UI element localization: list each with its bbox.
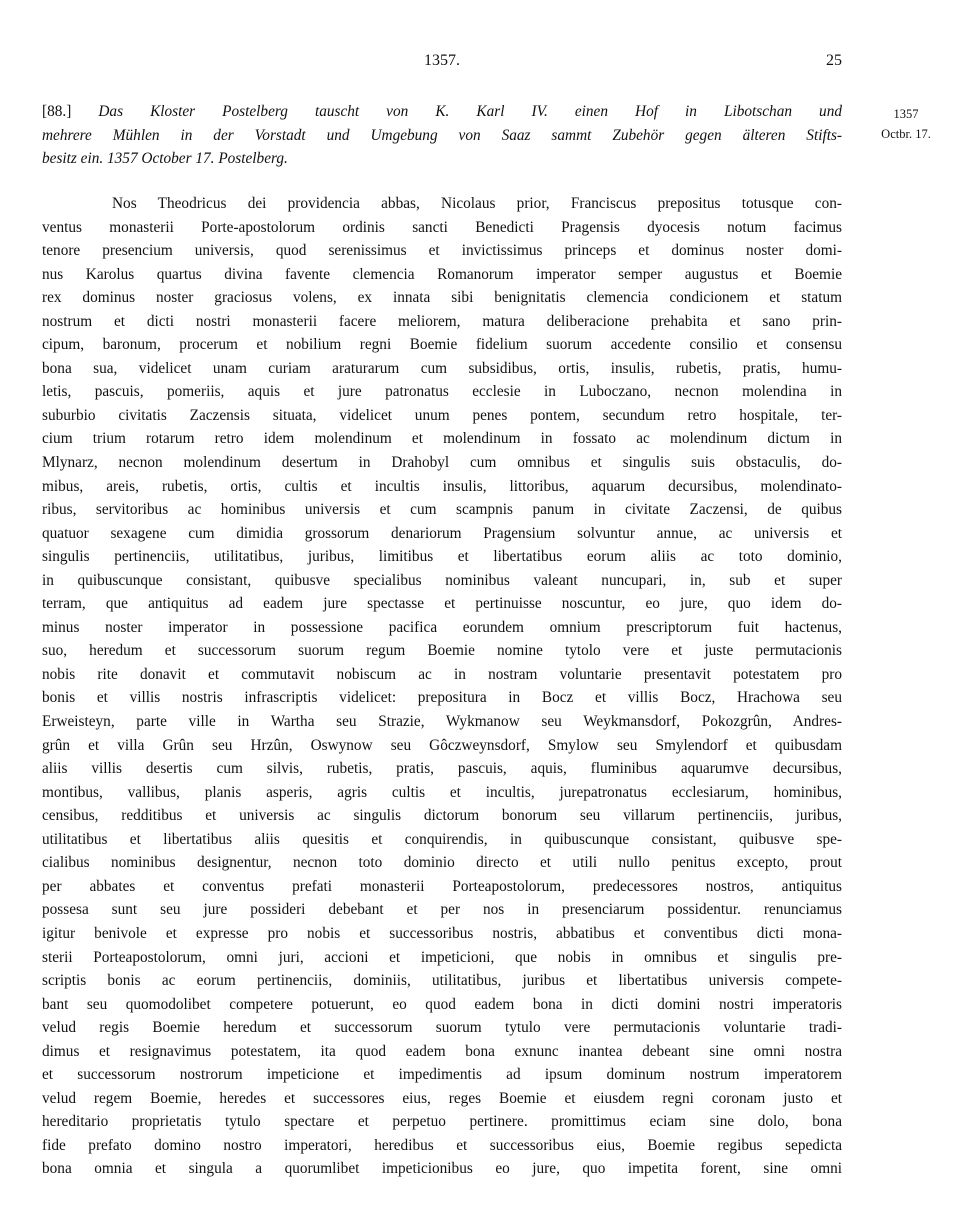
body-line: grûn et villa Grûn seu Hrzûn, Oswynow seu Gôczweynsdorf, Smylow seu Smylendorf et quibusdam bbox=[42, 736, 842, 754]
body-line: scriptis bonis ac eorum pertinenciis, dominiis, utilitatibus, juribus et libertatibus universis compete- bbox=[42, 972, 842, 990]
body-line: terram, que antiquitus ad eadem jure spectasse et pertinuisse noscuntur, eo jure, quo idem do- bbox=[42, 595, 842, 613]
body-line: et successorum nostrorum impeticione et impedimentis ad ipsum dominum nostrum imperatorem bbox=[42, 1066, 842, 1084]
body-line: cipum, baronum, procerum et nobilium regni Boemie fidelium suorum accedente consilio et consensu bbox=[42, 336, 842, 354]
document-body bbox=[42, 192, 842, 1181]
body-line: hereditario proprietatis tytulo spectare et perpetuo pertinere. promittimus eciam sine dolo, bona bbox=[42, 1113, 842, 1131]
body-line: mibus, areis, rubetis, ortis, cultis et incultis insulis, littoribus, aquarum decursibus, molendinato- bbox=[42, 477, 842, 495]
document-heading bbox=[42, 100, 842, 171]
margin-note-date: Octbr. 17. bbox=[881, 127, 931, 141]
body-line: quatuor sexagene cum dimidia grossorum denariorum Pragensium solvuntur annue, ac universis et bbox=[42, 524, 842, 542]
body-line: possesa sunt seu jure possideri debebant et per nos in presenciarum possidentur. renunciamus bbox=[42, 901, 842, 919]
body-line: rex dominus noster graciosus volens, ex innata sibi benignitatis clemencia condicionem et statum bbox=[42, 289, 842, 307]
body-line: bonis et villis nostris infrascriptis videlicet: prepositura in Bocz et villis Bocz, Hrachowa seu bbox=[42, 689, 842, 707]
heading-line: besitz ein. 1357 October 17. Postelberg. bbox=[42, 150, 288, 168]
body-line: utilitatibus et libertatibus aliis quesitis et conquirendis, in quibuscunque consistant, quibusve spe- bbox=[42, 830, 842, 848]
body-line: velud regis Boemie heredum et successorum suorum tytulo vere permutacionis voluntarie tradi- bbox=[42, 1019, 842, 1037]
body-line: censibus, redditibus et universis ac singulis dictorum bonorum seu villarum pertinenciis, juribus, bbox=[42, 807, 842, 825]
body-line: Nos Theodricus dei providencia abbas, Nicolaus prior, Franciscus prepositus totusque con- bbox=[112, 195, 842, 212]
body-line: dimus et resignavimus potestatem, ita quod eadem bona exnunc inantea debeant sine omni nostra bbox=[42, 1042, 842, 1060]
body-line: tenore presencium universis, quod serenissimus et invictissimus princeps et dominus noster domi- bbox=[42, 242, 842, 260]
document-number: [88.] bbox=[42, 103, 99, 120]
body-line: in quibuscunque consistant, quibusve specialibus nominibus valeant nuncupari, in, sub et super bbox=[42, 571, 842, 589]
body-line: nus Karolus quartus divina favente clemencia Romanorum imperator semper augustus et Boemie bbox=[42, 265, 842, 283]
body-line: bona omnia et singula a quorumlibet impeticionibus eo jure, quo impetita forent, sine omni bbox=[42, 1160, 842, 1178]
body-line: suburbio civitatis Zaczensis situata, videlicet unum penes pontem, secundum retro hospitale, ter- bbox=[42, 406, 842, 424]
margin-note-year: 1357 bbox=[893, 107, 919, 121]
heading-line: [88.] Das Kloster Postelberg tauscht von K. Karl IV. einen Hof in Libotschan und bbox=[42, 103, 842, 120]
body-line: bant seu quomodolibet competere potuerunt, eo quod eadem bona in dicti domini nostri imperatoris bbox=[42, 995, 842, 1013]
body-line: velud regem Boemie, heredes et successores eius, reges Boemie et eiusdem regni coronam justo et bbox=[42, 1089, 842, 1107]
body-line: igitur benivole et expresse pro nobis et successoribus nostris, abbatibus et conventibus dicti mona- bbox=[42, 924, 842, 942]
body-line: Mlynarz, necnon molendinum desertum in Drahobyl cum omnibus et singulis suis obstaculis, do- bbox=[42, 454, 842, 472]
body-line: Erweisteyn, parte ville in Wartha seu Strazie, Wykmanow seu Weykmansdorf, Pokozgrûn, Andres- bbox=[42, 713, 842, 731]
body-line: singulis pertinenciis, utilitatibus, juribus, limitibus et libertatibus eorum aliis ac toto dominio, bbox=[42, 548, 842, 566]
body-line: per abbates et conventus prefati monasterii Porteapostolorum, predecessores nostros, antiquitus bbox=[42, 877, 842, 895]
running-head bbox=[42, 52, 842, 74]
body-line: minus noster imperator in possessione pacifica eorundem omnium prescriptorum fuit hactenus, bbox=[42, 618, 842, 636]
body-line: ventus monasterii Porte-apostolorum ordinis sancti Benedicti Pragensis dyocesis notum facimus bbox=[42, 218, 842, 236]
body-line: suo, heredum et successorum suorum regum Boemie nomine tytolo vere et juste permutacionis bbox=[42, 642, 842, 660]
margin-note bbox=[866, 104, 946, 144]
body-line: nostrum et dicti nostri monasterii facere meliorem, matura deliberacione prehabita et sano prin- bbox=[42, 312, 842, 330]
body-line: nobis rite donavit et commutavit nobiscum ac in nostram voluntarie presentavit potestatem pro bbox=[42, 665, 842, 683]
body-line: cium trium rotarum retro idem molendinum et molendinum in fossato ac molendinum dictum in bbox=[42, 430, 842, 448]
page-number: 25 bbox=[826, 52, 842, 69]
body-line: letis, pascuis, pomeriis, aquis et jure patronatus ecclesie in Luboczano, necnon molendina in bbox=[42, 383, 842, 401]
body-line: aliis villis desertis cum silvis, rubetis, pratis, pascuis, aquis, fluminibus aquarumve decursibus, bbox=[42, 760, 842, 778]
body-line: cialibus nominibus designentur, necnon toto dominio directo et utili nullo penitus excepto, prout bbox=[42, 854, 842, 872]
body-line: montibus, vallibus, planis asperis, agris cultis et incultis, jurepatronatus ecclesiarum, hominibus, bbox=[42, 783, 842, 801]
body-line: ribus, servitoribus ac hominibus universis et cum scampnis panum in civitate Zaczensi, de quibus bbox=[42, 501, 842, 519]
body-line: bona sua, videlicet unam curiam araturarum cum subsidibus, ortis, insulis, rubetis, pratis, humu- bbox=[42, 359, 842, 377]
running-head-year: 1357. bbox=[424, 52, 460, 69]
body-line: sterii Porteapostolorum, omni juri, accioni et impeticioni, que nobis in omnibus et singulis pre- bbox=[42, 948, 842, 966]
body-line: fide prefato domino nostro imperatori, heredibus et successoribus eius, Boemie regibus sepedicta bbox=[42, 1136, 842, 1154]
heading-line: mehrere Mühlen in der Vorstadt und Umgebung von Saaz sammt Zubehör gegen älteren Stifts- bbox=[42, 126, 842, 144]
